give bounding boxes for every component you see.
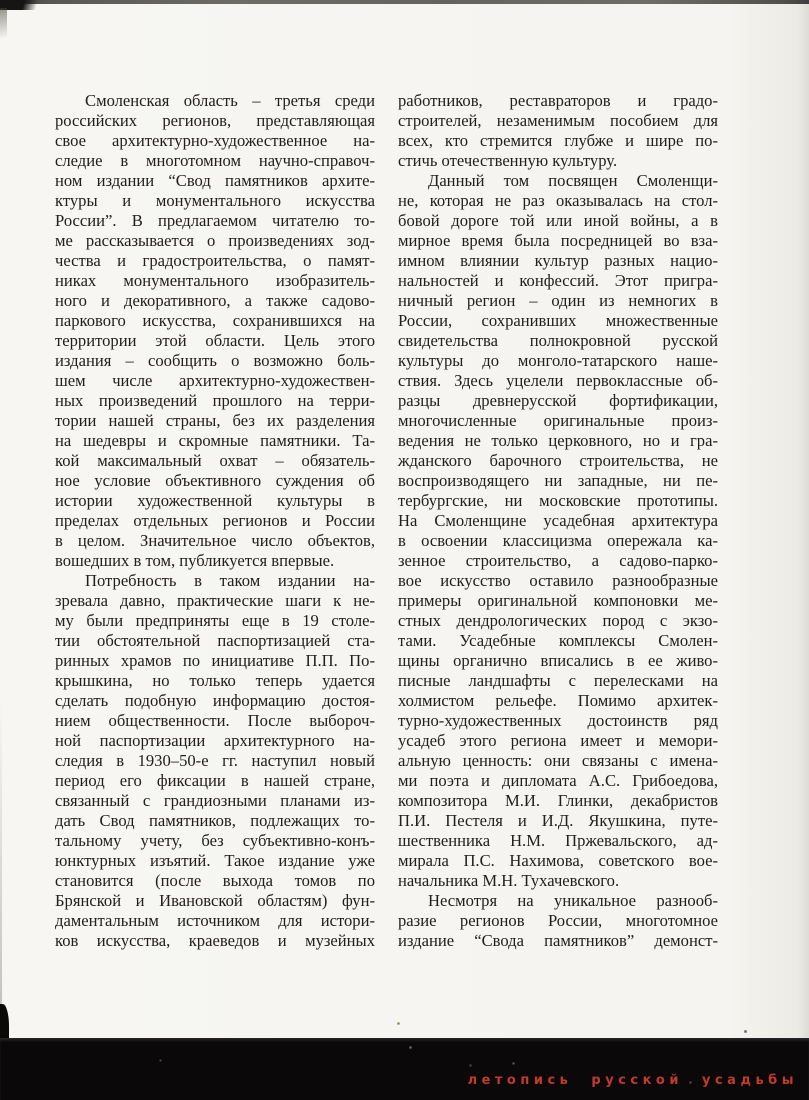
text-line: работников, реставраторов и градо- — [398, 91, 718, 110]
text-line: строителей, незаменимым пособием для — [398, 111, 718, 130]
scan-dust-speckles — [0, 0, 1, 1]
scan-left-edge-smudge — [0, 8, 7, 38]
text-line: писные ландшафты с перелесками на — [398, 671, 718, 690]
text-line: крышкина, но только теперь удается — [55, 671, 375, 690]
text-line: культуры до монголо-татарского наше- — [398, 351, 718, 370]
text-line: в целом. Значительное число объектов, — [55, 531, 375, 550]
text-line: ми поэта и дипломата А.С. Грибоедова, — [398, 771, 718, 790]
text-line: стичь отечественную культуру. — [398, 151, 618, 170]
text-line: Брянской и Ивановской областям) фун- — [55, 891, 375, 910]
text-line: холмистом рельефе. Помимо архитек- — [398, 691, 718, 710]
text-line: кой максимальный охват – обязатель- — [55, 451, 375, 470]
text-line: вошедших в том, публикуется впервые. — [55, 551, 335, 570]
text-line: становится (после выхода томов по — [55, 871, 375, 890]
text-line: П.И. Пестеля и И.Д. Якушкина, путе- — [398, 811, 718, 830]
text-line: всех, кто стремится глубже и шире по- — [398, 131, 718, 150]
text-line: имном влиянии культур разных нацио- — [398, 251, 718, 270]
text-line: разие регионов России, многотомное — [398, 911, 718, 930]
text-line: зревала давно, практические шаги к не- — [55, 591, 375, 610]
text-line: разцы древнерусской фортификации, — [398, 391, 718, 410]
text-line: ных произведений прошлого на терри- — [55, 391, 375, 410]
two-column-text-block — [55, 91, 718, 951]
text-line: нием общественности. После выбороч- — [55, 711, 375, 730]
text-line: начальника М.Н. Тухачевского. — [398, 871, 620, 890]
text-line: жданского барочного строительства, не — [398, 451, 718, 470]
text-line: зенное строительство, а садово-парко- — [398, 551, 718, 570]
text-line: ктуры и монументального искусства — [55, 191, 375, 210]
text-line: паркового искусства, сохранившихся на — [55, 311, 375, 330]
text-line: Несмотря на уникальное разнооб- — [428, 891, 718, 910]
text-line: тами. Усадебные комплексы Смолен- — [398, 631, 718, 650]
text-column-right — [398, 91, 718, 951]
text-line: нальностей и конфессий. Этот пригра- — [398, 271, 718, 290]
text-line: сделать подобную информацию достоя- — [55, 691, 375, 710]
text-line: тальному учету, без субъективно-конъ- — [55, 831, 375, 850]
text-line: бовой дороге той или иной войны, а в — [398, 211, 718, 230]
text-line: му были предприняты еще в 19 столе- — [55, 611, 375, 630]
text-line: России, сохранивших множественные — [398, 311, 718, 330]
text-line: шественника Н.М. Пржевальского, ад- — [398, 831, 718, 850]
text-line: шем числе архитектурно-художествен- — [55, 371, 375, 390]
text-line: юнктурных изъятий. Такое издание уже — [55, 851, 375, 870]
text-line: Данный том посвящен Смоленщи- — [428, 171, 718, 190]
text-line: композитора М.И. Глинки, декабристов — [398, 791, 718, 810]
text-line: мирала П.С. Нахимова, советского вое- — [398, 851, 718, 870]
text-line: воспроизводящего ни западные, ни пе- — [398, 471, 718, 490]
text-line: стных дендрологических пород с экзо- — [398, 611, 718, 630]
text-line: даментальным источником для истори- — [55, 911, 375, 930]
text-line: ничный регион – один из немногих в — [398, 291, 718, 310]
text-line: дать Свод памятников, подлежащих то- — [55, 811, 375, 830]
text-line: российских регионов, представляющая — [55, 111, 375, 130]
text-line: Смоленская область – третья среди — [85, 91, 375, 110]
footer-band — [0, 1038, 809, 1100]
series-footer-title: летопись русской усадьбы — [467, 1073, 798, 1088]
text-line: чества и градостроительства, о памят- — [55, 251, 375, 270]
text-line: ной паспортизации архитектурного на- — [55, 731, 375, 750]
text-line: период его фиксации в нашей стране, — [55, 771, 375, 790]
text-line: ствия. Здесь уцелели первоклассные об- — [398, 371, 718, 390]
text-line: ное условие объективного суждения об — [55, 471, 375, 490]
scan-top-edge-artifact — [0, 0, 809, 4]
scan-top-left-corner-artifact — [0, 0, 52, 10]
text-line: мирное время была посредницей во вза- — [398, 231, 718, 250]
text-line: следия в 1930–50-е гг. наступил новый — [55, 751, 375, 770]
text-line: многочисленные оригинальные произ- — [398, 411, 718, 430]
text-line: истории художественной культуры в — [55, 491, 375, 510]
text-line: ного и декоративного, а также садово- — [55, 291, 375, 310]
text-line: щины органично вписались в ее живо- — [398, 651, 718, 670]
text-line: пределах отдельных регионов и России — [55, 511, 375, 530]
text-line: примеры оригинальной компоновки ме- — [398, 591, 718, 610]
text-line: ном издании “Свод памятников архите- — [55, 171, 375, 190]
text-line: территории этой области. Цель этого — [55, 331, 375, 350]
text-line: тории нашей страны, без их разделения — [55, 411, 375, 430]
text-line: на шедевры и скромные памятники. Та- — [55, 431, 375, 450]
text-line: связанный с грандиозными планами из- — [55, 791, 375, 810]
text-line: На Смоленщине усадебная архитектура — [398, 511, 718, 530]
text-line: не, которая не раз оказывалась на стол- — [398, 191, 718, 210]
text-line: свое архитектурно-художественное на- — [55, 131, 375, 150]
text-line: ведения не только церковного, но и гра- — [398, 431, 718, 450]
text-line: издание “Свода памятников” демонст- — [398, 931, 718, 950]
text-line: Потребность в таком издании на- — [85, 571, 375, 590]
text-line: вое искусство оставило разнообразные — [398, 571, 718, 590]
text-line: ме рассказывается о произведениях зод- — [55, 231, 375, 250]
text-line: ков искусства, краеведов и музейных — [55, 931, 375, 950]
text-line: турно-художественных достоинств ряд — [398, 711, 718, 730]
text-line: никах монументального изобразитель- — [55, 271, 375, 290]
text-line: ринных храмов по инициативе П.П. По- — [55, 651, 375, 670]
text-line: в освоении классицизма опережала ка- — [398, 531, 718, 550]
text-line: России”. В предлагаемом читателю то- — [55, 211, 375, 230]
text-line: тии обстоятельной паспортизацией ста- — [55, 631, 375, 650]
text-line: издания – сообщить о возможно боль- — [55, 351, 375, 370]
text-line: следие в многотомном научно-справоч- — [55, 151, 375, 170]
text-line: тербургские, ни московские прототипы. — [398, 491, 718, 510]
scan-left-edge-line — [0, 700, 2, 1040]
text-line: свидетельства полнокровной русской — [398, 331, 718, 350]
text-line: усадеб этого региона имеет и мемори- — [398, 731, 718, 750]
text-line: альную ценность: они связаны с имена- — [398, 751, 718, 770]
text-column-left — [55, 91, 375, 951]
